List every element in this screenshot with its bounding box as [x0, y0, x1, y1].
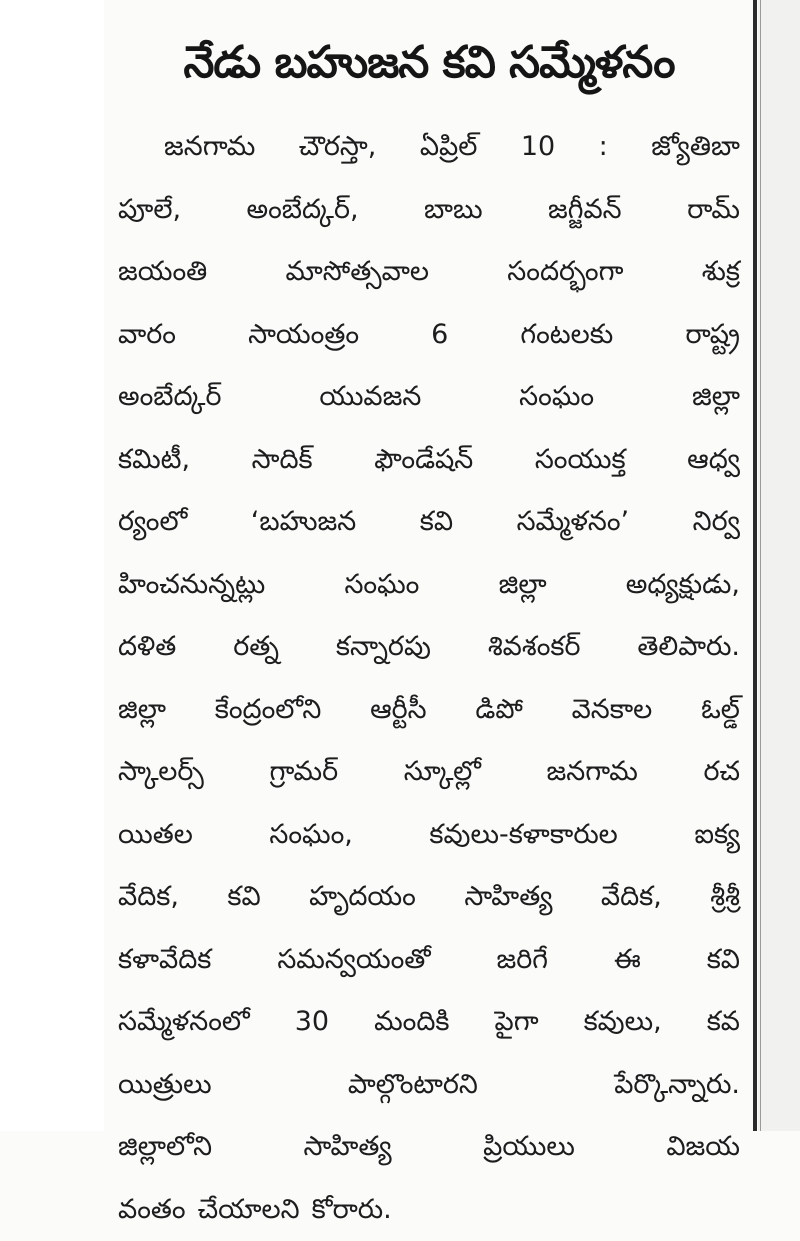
body-line — [118, 366, 740, 429]
body-word: బాబు — [424, 179, 483, 242]
body-word: సంయుక్త — [535, 429, 626, 492]
body-word: వారం — [118, 304, 176, 367]
body-word: పేర్కొన్నారు. — [614, 1054, 740, 1117]
body-word: 30 — [295, 991, 329, 1054]
body-line — [118, 241, 740, 304]
body-word: ఏప్రిల్ — [420, 116, 478, 179]
body-word: రాష్ట్ర — [685, 304, 740, 367]
body-word: విజయ — [666, 1116, 740, 1179]
body-line — [118, 304, 740, 367]
body-word: వంతం — [118, 1179, 186, 1241]
body-word: కవి — [420, 491, 453, 554]
body-word: పూలే, — [118, 179, 181, 242]
body-word: యిత్రులు — [118, 1054, 212, 1117]
body-line — [118, 179, 740, 242]
body-word: సంఘం — [519, 366, 594, 429]
body-word: సమన్వయంతో — [277, 929, 430, 992]
body-word: యితల — [118, 804, 193, 867]
body-word: సాయంత్రం — [248, 304, 359, 367]
body-word: చేయాలని — [198, 1179, 300, 1241]
body-word: దళిత — [118, 616, 176, 679]
body-word: కేంద్రంలోని — [215, 679, 322, 742]
body-word: రత్న — [233, 616, 279, 679]
body-word: నిర్వ — [693, 491, 740, 554]
body-word: 10 — [521, 116, 555, 179]
body-word: కన్నారపు — [336, 616, 431, 679]
body-word: సాదిక్ — [252, 429, 313, 492]
body-word: ప్రియులు — [483, 1116, 575, 1179]
body-word: కవ — [707, 991, 740, 1054]
body-word: కమిటీ, — [118, 429, 190, 492]
body-word: తెలిపారు. — [637, 616, 740, 679]
body-word: డిపో — [475, 679, 522, 742]
body-word: : — [599, 116, 608, 179]
body-line — [118, 929, 740, 992]
body-word: సంఘం, — [269, 804, 352, 867]
body-word: మందికి — [374, 991, 449, 1054]
body-word: ర్యంలో — [118, 491, 187, 554]
body-word: శ్రీశ్రీ — [710, 866, 740, 929]
column-divider — [753, 0, 757, 1131]
body-word: అంబేద్కర్, — [247, 179, 359, 242]
body-word: ఓల్డ్ — [701, 679, 740, 742]
body-word: మాసోత్సవాల — [286, 241, 430, 304]
body-line — [118, 616, 740, 679]
article-body — [118, 116, 740, 1241]
body-word: జయంతి — [118, 241, 207, 304]
body-word: గ్రామర్ — [269, 741, 338, 804]
news-article — [118, 20, 740, 1120]
body-word: ఫౌండేషన్ — [374, 429, 473, 492]
body-line — [118, 491, 740, 554]
body-word: రచ — [703, 741, 740, 804]
body-word: అంబేద్కర్ — [118, 366, 221, 429]
body-word: సంఘం — [344, 554, 419, 617]
body-line — [118, 679, 740, 742]
body-word: ఆధ్వ — [687, 429, 740, 492]
body-word: శివశంకర్ — [488, 616, 581, 679]
body-word: జిల్లా — [499, 554, 547, 617]
body-line — [118, 991, 740, 1054]
body-line — [118, 741, 740, 804]
body-word: పైగా — [495, 991, 539, 1054]
body-line — [118, 116, 740, 179]
body-line — [118, 1116, 740, 1179]
body-word: స్కూల్లో — [404, 741, 481, 804]
body-word: కళావేదిక — [118, 929, 211, 992]
body-word: కవులు-కళాకారుల — [429, 804, 617, 867]
body-word: హించనున్నట్లు — [118, 554, 265, 617]
page-margin-left — [0, 0, 104, 1131]
body-word: జిల్లా — [692, 366, 740, 429]
body-word: సమ్మేళనం’ — [517, 491, 630, 554]
body-word: 6 — [431, 304, 448, 367]
body-word: కోరారు. — [312, 1179, 392, 1241]
body-word: కవి — [707, 929, 740, 992]
body-line — [118, 429, 740, 492]
body-word: జగ్జీవన్ — [548, 179, 622, 242]
body-word: గంటలకు — [520, 304, 613, 367]
body-word: పాల్గొంటారని — [348, 1054, 478, 1117]
body-word: ఈ — [614, 929, 641, 992]
body-word: ‘బహుజన — [251, 491, 356, 554]
body-line — [118, 804, 740, 867]
body-word: సందర్భంగా — [507, 241, 623, 304]
body-line — [118, 866, 740, 929]
body-word: రామ్ — [687, 179, 740, 242]
body-word: కవి — [227, 866, 260, 929]
body-line — [118, 554, 740, 617]
body-word: వేదిక, — [601, 866, 662, 929]
adjacent-column-edge — [758, 0, 800, 1131]
body-word: హృదయం — [309, 866, 416, 929]
body-word: సమ్మేళనంలో — [118, 991, 250, 1054]
body-line — [118, 1054, 740, 1117]
body-word: జనగామ — [547, 741, 638, 804]
body-word: జిల్లాలోని — [118, 1116, 212, 1179]
body-word: సాహిత్య — [464, 866, 552, 929]
body-line — [118, 1179, 740, 1241]
body-word: ఆర్టీసీ — [370, 679, 427, 742]
body-word: వెనకాల — [572, 679, 653, 742]
column-divider-inner — [760, 0, 761, 1131]
body-word: జరిగే — [497, 929, 549, 992]
body-word: సాహిత్య — [304, 1116, 392, 1179]
body-word: వేదిక, — [118, 866, 179, 929]
body-word: చౌరస్తా, — [299, 116, 377, 179]
body-word: అధ్యక్షుడు, — [626, 554, 740, 617]
body-word: ఐక్య — [694, 804, 740, 867]
body-word: శుక్ర — [702, 241, 740, 304]
article-headline: నేడు బహుజన కవి సమ్మేళనం — [118, 20, 740, 106]
body-word: జిల్లా — [118, 679, 166, 742]
body-word: జ్యోతిబా — [651, 116, 740, 179]
body-word: కవులు, — [584, 991, 662, 1054]
body-word: స్కాలర్స్ — [118, 741, 204, 804]
body-word: యువజన — [319, 366, 421, 429]
body-word: జనగామ — [164, 116, 255, 179]
